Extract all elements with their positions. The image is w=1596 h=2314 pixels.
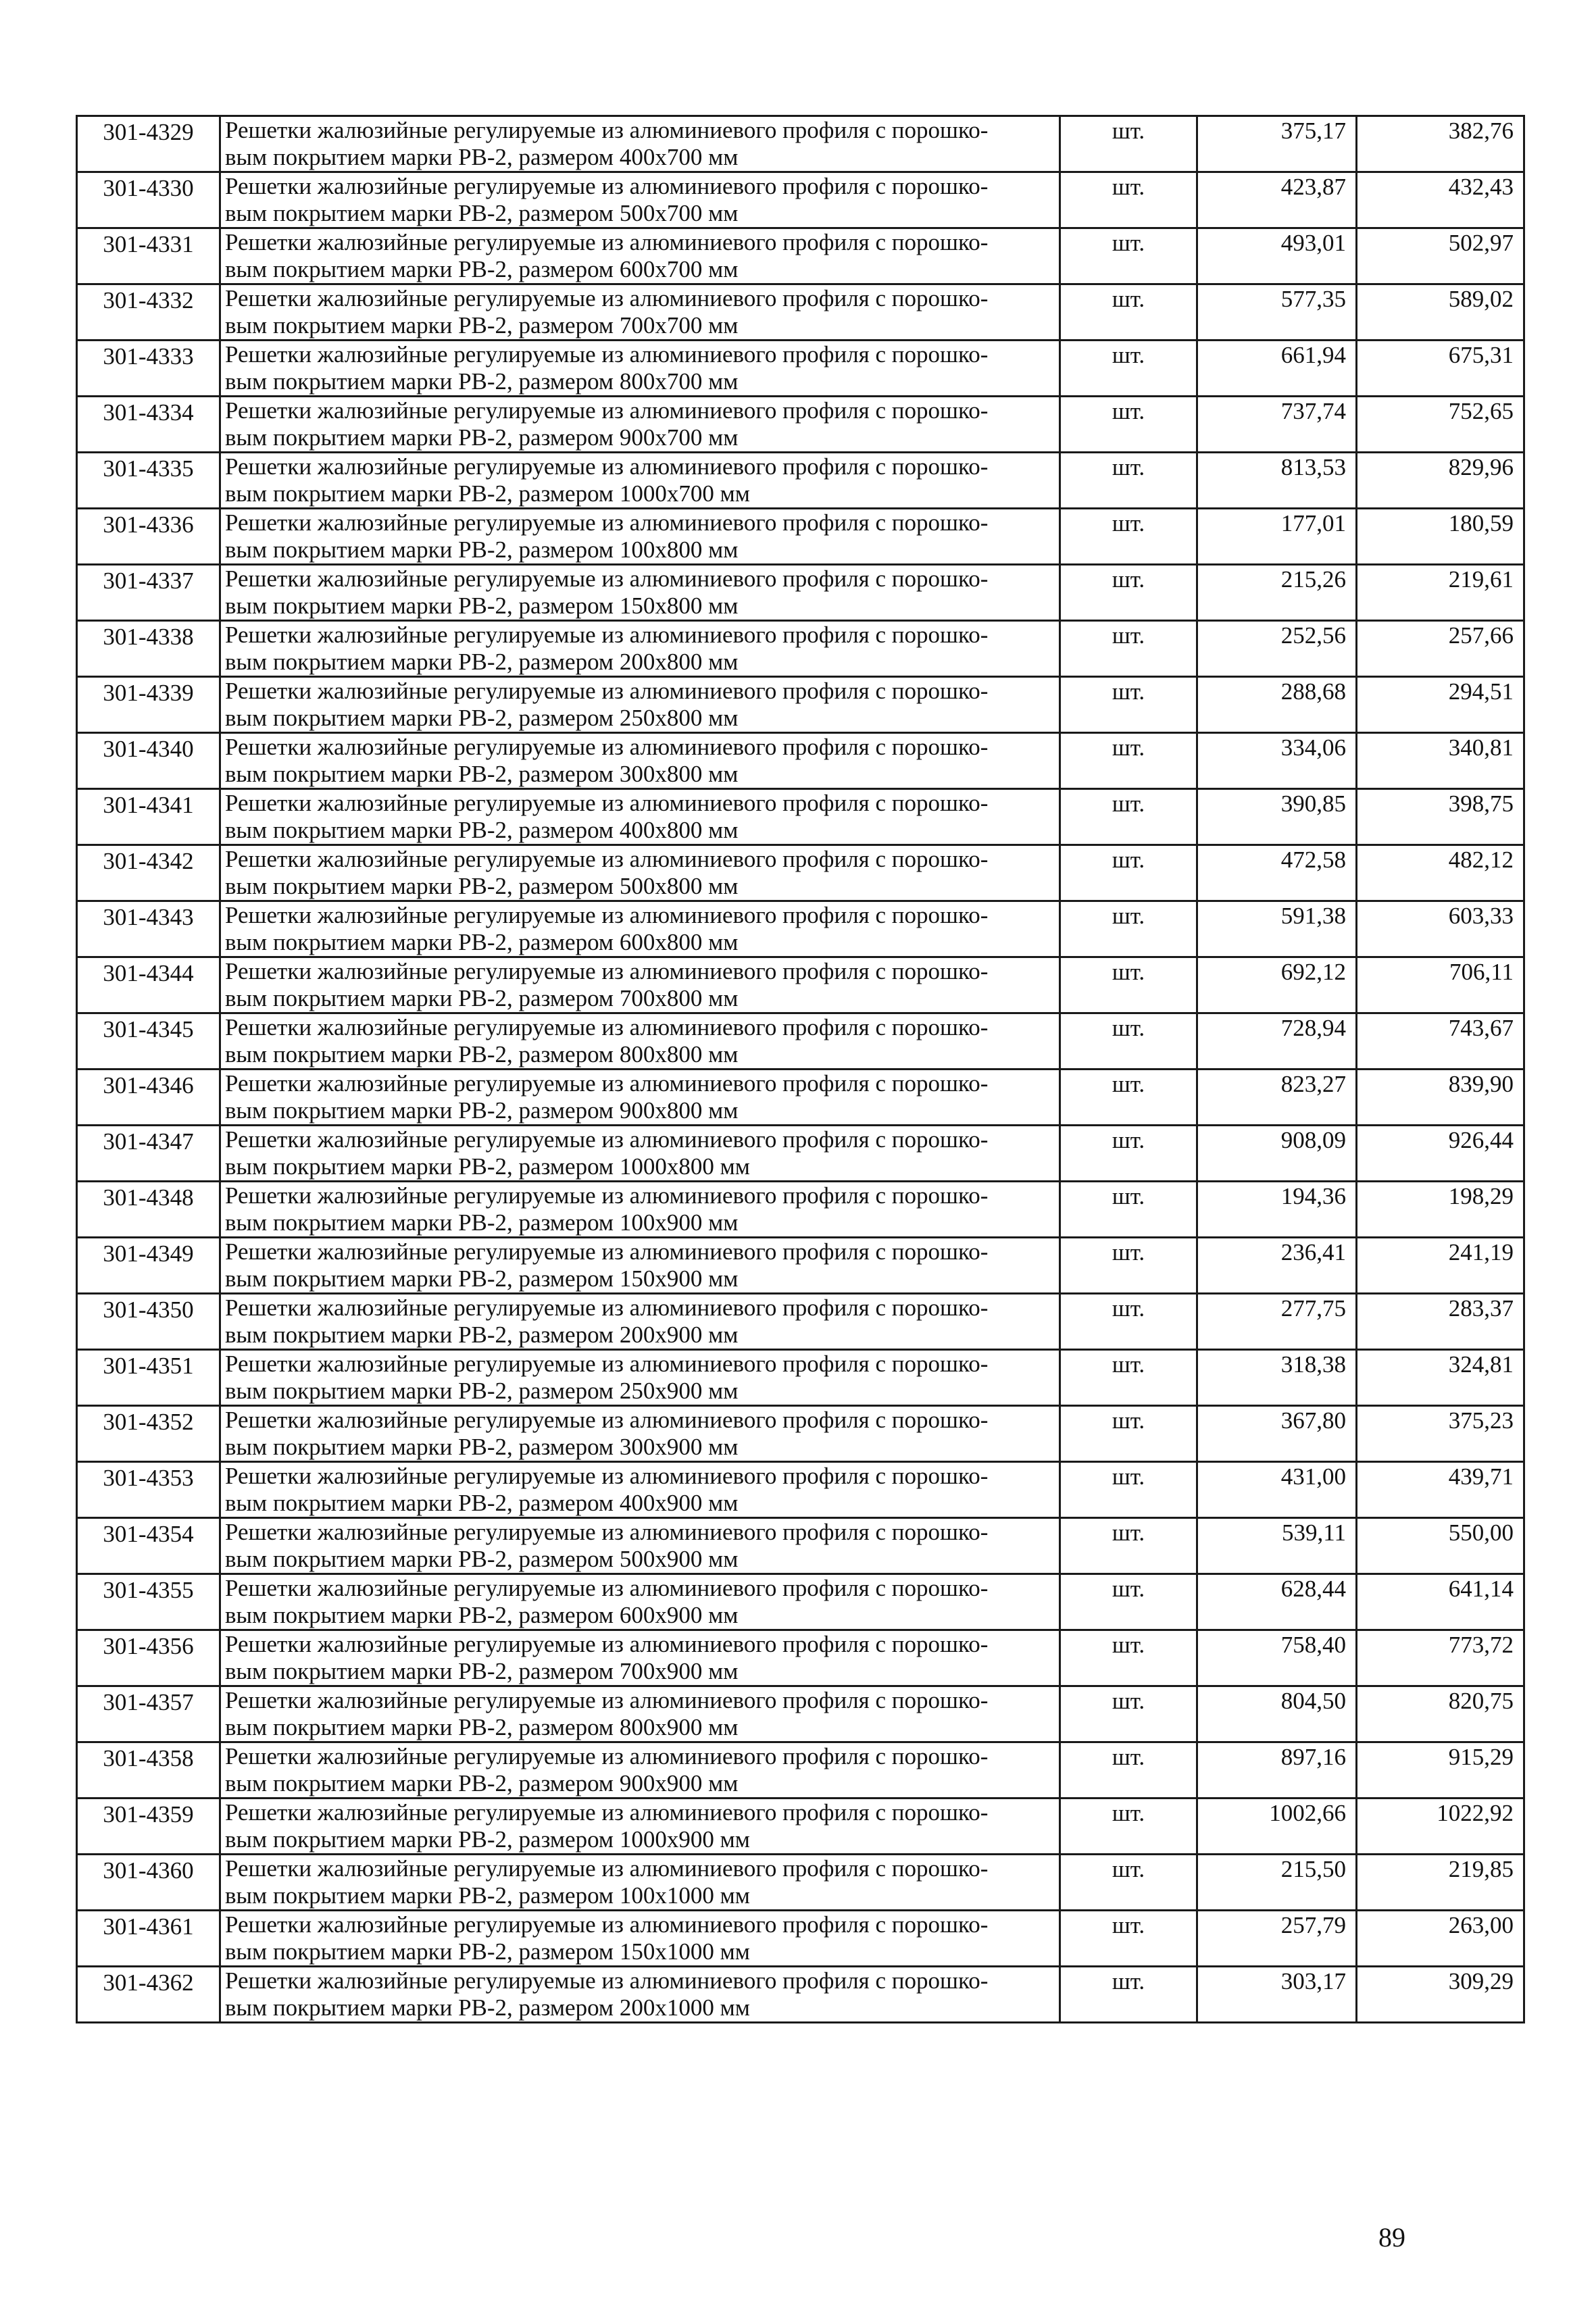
item-unit: шт. — [1060, 1855, 1197, 1911]
description-line-1: Решетки жалюзийные регулируемые из алюминиевого профиля с порошко- — [225, 678, 989, 704]
item-price-1: 472,58 — [1197, 845, 1357, 901]
item-price-2: 589,02 — [1357, 284, 1524, 341]
table-row — [77, 677, 1524, 733]
item-description — [220, 1294, 1060, 1350]
item-code: 301-4333 — [77, 341, 220, 397]
table-row — [77, 1238, 1524, 1294]
item-code: 301-4331 — [77, 228, 220, 284]
item-price-2: 820,75 — [1357, 1686, 1524, 1742]
item-price-1: 177,01 — [1197, 509, 1357, 565]
item-description — [220, 1911, 1060, 1967]
table-row — [77, 172, 1524, 228]
item-description — [220, 621, 1060, 677]
item-unit: шт. — [1060, 677, 1197, 733]
item-code: 301-4330 — [77, 172, 220, 228]
item-description — [220, 1013, 1060, 1070]
description-line-1: Решетки жалюзийные регулируемые из алюминиевого профиля с порошко- — [225, 622, 989, 648]
item-price-2: 502,97 — [1357, 228, 1524, 284]
item-unit: шт. — [1060, 1350, 1197, 1406]
item-price-1: 252,56 — [1197, 621, 1357, 677]
item-code: 301-4355 — [77, 1574, 220, 1630]
item-description — [220, 957, 1060, 1013]
item-description — [220, 565, 1060, 621]
item-unit: шт. — [1060, 341, 1197, 397]
item-price-2: 198,29 — [1357, 1182, 1524, 1238]
table-row — [77, 1406, 1524, 1462]
description-line-1: Решетки жалюзийные регулируемые из алюминиевого профиля с порошко- — [225, 565, 989, 592]
item-code: 301-4350 — [77, 1294, 220, 1350]
description-line-2: вым покрытием марки РВ-2, размером 500х700 мм — [225, 200, 739, 226]
item-code: 301-4357 — [77, 1686, 220, 1742]
description-line-1: Решетки жалюзийные регулируемые из алюминиевого профиля с порошко- — [225, 1014, 989, 1040]
item-price-2: 324,81 — [1357, 1350, 1524, 1406]
description-line-2: вым покрытием марки РВ-2, размером 100х900 мм — [225, 1209, 739, 1236]
description-line-1: Решетки жалюзийные регулируемые из алюминиевого профиля с порошко- — [225, 285, 989, 311]
item-code: 301-4347 — [77, 1126, 220, 1182]
item-description — [220, 1799, 1060, 1855]
item-description — [220, 1967, 1060, 2023]
item-code: 301-4336 — [77, 509, 220, 565]
table-row — [77, 228, 1524, 284]
item-description — [220, 1182, 1060, 1238]
item-description — [220, 228, 1060, 284]
description-line-1: Решетки жалюзийные регулируемые из алюминиевого профиля с порошко- — [225, 1294, 989, 1321]
item-price-2: 382,76 — [1357, 116, 1524, 172]
description-line-1: Решетки жалюзийные регулируемые из алюминиевого профиля с порошко- — [225, 1126, 989, 1153]
item-price-2: 839,90 — [1357, 1070, 1524, 1126]
item-unit: шт. — [1060, 1238, 1197, 1294]
description-line-1: Решетки жалюзийные регулируемые из алюминиевого профиля с порошко- — [225, 1519, 989, 1545]
item-price-1: 334,06 — [1197, 733, 1357, 789]
item-unit: шт. — [1060, 901, 1197, 957]
description-line-2: вым покрытием марки РВ-2, размером 800х900 мм — [225, 1714, 739, 1740]
description-line-2: вым покрытием марки РВ-2, размером 1000х800 мм — [225, 1153, 750, 1180]
item-code: 301-4360 — [77, 1855, 220, 1911]
description-line-2: вым покрытием марки РВ-2, размером 900х900 мм — [225, 1770, 739, 1796]
item-description — [220, 1518, 1060, 1574]
item-unit: шт. — [1060, 621, 1197, 677]
item-unit: шт. — [1060, 228, 1197, 284]
table-row — [77, 1686, 1524, 1742]
item-unit: шт. — [1060, 453, 1197, 509]
description-line-1: Решетки жалюзийные регулируемые из алюминиевого профиля с порошко- — [225, 1687, 989, 1713]
item-unit: шт. — [1060, 1294, 1197, 1350]
description-line-1: Решетки жалюзийные регулируемые из алюминиевого профиля с порошко- — [225, 1799, 989, 1826]
item-price-1: 390,85 — [1197, 789, 1357, 845]
item-price-2: 340,81 — [1357, 733, 1524, 789]
item-description — [220, 1238, 1060, 1294]
item-description — [220, 1686, 1060, 1742]
item-price-2: 482,12 — [1357, 845, 1524, 901]
item-unit: шт. — [1060, 509, 1197, 565]
table-row — [77, 1182, 1524, 1238]
item-price-2: 915,29 — [1357, 1742, 1524, 1799]
price-table — [76, 115, 1525, 2023]
description-line-1: Решетки жалюзийные регулируемые из алюминиевого профиля с порошко- — [225, 1743, 989, 1769]
description-line-2: вым покрытием марки РВ-2, размером 1000х700 мм — [225, 480, 750, 507]
description-line-1: Решетки жалюзийные регулируемые из алюминиевого профиля с порошко- — [225, 341, 989, 368]
item-unit: шт. — [1060, 1406, 1197, 1462]
description-line-2: вым покрытием марки РВ-2, размером 600х800 мм — [225, 929, 739, 955]
description-line-1: Решетки жалюзийные регулируемые из алюминиевого профиля с порошко- — [225, 1855, 989, 1882]
item-price-1: 303,17 — [1197, 1967, 1357, 2023]
item-description — [220, 509, 1060, 565]
item-description — [220, 1855, 1060, 1911]
page-number: 89 — [1378, 2222, 1405, 2253]
item-unit: шт. — [1060, 1574, 1197, 1630]
item-description — [220, 397, 1060, 453]
description-line-2: вым покрытием марки РВ-2, размером 900х700 мм — [225, 424, 739, 451]
item-description — [220, 1350, 1060, 1406]
item-price-2: 263,00 — [1357, 1911, 1524, 1967]
item-code: 301-4343 — [77, 901, 220, 957]
description-line-1: Решетки жалюзийные регулируемые из алюминиевого профиля с порошко- — [225, 1070, 989, 1097]
description-line-1: Решетки жалюзийные регулируемые из алюминиевого профиля с порошко- — [225, 453, 989, 480]
item-price-2: 257,66 — [1357, 621, 1524, 677]
item-price-2: 180,59 — [1357, 509, 1524, 565]
item-description — [220, 1406, 1060, 1462]
table-row — [77, 1967, 1524, 2023]
description-line-1: Решетки жалюзийные регулируемые из алюминиевого профиля с порошко- — [225, 1238, 989, 1265]
table-row — [77, 397, 1524, 453]
description-line-2: вым покрытием марки РВ-2, размером 150х900 мм — [225, 1265, 739, 1292]
item-description — [220, 1742, 1060, 1799]
table-row — [77, 1911, 1524, 1967]
description-line-1: Решетки жалюзийные регулируемые из алюминиевого профиля с порошко- — [225, 846, 989, 872]
item-code: 301-4337 — [77, 565, 220, 621]
description-line-2: вым покрытием марки РВ-2, размером 700х900 мм — [225, 1658, 739, 1684]
item-code: 301-4344 — [77, 957, 220, 1013]
item-code: 301-4358 — [77, 1742, 220, 1799]
item-price-2: 706,11 — [1357, 957, 1524, 1013]
item-description — [220, 901, 1060, 957]
item-price-1: 591,38 — [1197, 901, 1357, 957]
table-row — [77, 901, 1524, 957]
description-line-1: Решетки жалюзийные регулируемые из алюминиевого профиля с порошко- — [225, 1463, 989, 1489]
item-unit: шт. — [1060, 1126, 1197, 1182]
item-description — [220, 677, 1060, 733]
item-description — [220, 172, 1060, 228]
item-price-1: 758,40 — [1197, 1630, 1357, 1686]
item-price-2: 219,85 — [1357, 1855, 1524, 1911]
description-line-1: Решетки жалюзийные регулируемые из алюминиевого профиля с порошко- — [225, 902, 989, 928]
item-price-1: 215,26 — [1197, 565, 1357, 621]
description-line-2: вым покрытием марки РВ-2, размером 1000х900 мм — [225, 1826, 750, 1853]
item-code: 301-4340 — [77, 733, 220, 789]
description-line-1: Решетки жалюзийные регулируемые из алюминиевого профиля с порошко- — [225, 1407, 989, 1433]
table-row — [77, 1855, 1524, 1911]
description-line-1: Решетки жалюзийные регулируемые из алюминиевого профиля с порошко- — [225, 397, 989, 424]
item-unit: шт. — [1060, 1742, 1197, 1799]
description-line-1: Решетки жалюзийные регулируемые из алюминиевого профиля с порошко- — [225, 958, 989, 984]
item-code: 301-4341 — [77, 789, 220, 845]
item-description — [220, 453, 1060, 509]
description-line-1: Решетки жалюзийные регулируемые из алюминиевого профиля с порошко- — [225, 117, 989, 143]
table-row — [77, 1462, 1524, 1518]
item-code: 301-4356 — [77, 1630, 220, 1686]
item-code: 301-4332 — [77, 284, 220, 341]
item-unit: шт. — [1060, 1182, 1197, 1238]
table-row — [77, 1799, 1524, 1855]
description-line-2: вым покрытием марки РВ-2, размером 700х700 мм — [225, 312, 739, 338]
table-row — [77, 621, 1524, 677]
description-line-2: вым покрытием марки РВ-2, размером 100х800 мм — [225, 536, 739, 563]
item-price-1: 493,01 — [1197, 228, 1357, 284]
item-price-1: 539,11 — [1197, 1518, 1357, 1574]
item-unit: шт. — [1060, 1070, 1197, 1126]
description-line-2: вым покрытием марки РВ-2, размером 800х800 мм — [225, 1041, 739, 1067]
table-row — [77, 957, 1524, 1013]
item-price-1: 288,68 — [1197, 677, 1357, 733]
item-unit: шт. — [1060, 733, 1197, 789]
item-price-2: 829,96 — [1357, 453, 1524, 509]
item-price-2: 375,23 — [1357, 1406, 1524, 1462]
table-row — [77, 1294, 1524, 1350]
item-price-1: 375,17 — [1197, 116, 1357, 172]
description-line-2: вым покрытием марки РВ-2, размером 200х900 мм — [225, 1322, 739, 1348]
table-row — [77, 1574, 1524, 1630]
item-description — [220, 284, 1060, 341]
table-row — [77, 1126, 1524, 1182]
item-price-1: 661,94 — [1197, 341, 1357, 397]
item-price-2: 773,72 — [1357, 1630, 1524, 1686]
table-row — [77, 1630, 1524, 1686]
item-unit: шт. — [1060, 1686, 1197, 1742]
description-line-2: вым покрытием марки РВ-2, размером 400х900 мм — [225, 1490, 739, 1516]
item-price-1: 277,75 — [1197, 1294, 1357, 1350]
item-price-1: 257,79 — [1197, 1911, 1357, 1967]
table-row — [77, 1013, 1524, 1070]
item-code: 301-4334 — [77, 397, 220, 453]
item-price-1: 692,12 — [1197, 957, 1357, 1013]
item-price-1: 823,27 — [1197, 1070, 1357, 1126]
item-unit: шт. — [1060, 957, 1197, 1013]
table-row — [77, 1742, 1524, 1799]
item-price-1: 318,38 — [1197, 1350, 1357, 1406]
item-unit: шт. — [1060, 172, 1197, 228]
item-price-1: 897,16 — [1197, 1742, 1357, 1799]
item-description — [220, 789, 1060, 845]
description-line-1: Решетки жалюзийные регулируемые из алюминиевого профиля с порошко- — [225, 1631, 989, 1657]
item-unit: шт. — [1060, 1967, 1197, 2023]
item-price-1: 431,00 — [1197, 1462, 1357, 1518]
description-line-1: Решетки жалюзийные регулируемые из алюминиевого профиля с порошко- — [225, 1182, 989, 1209]
description-line-2: вым покрытием марки РВ-2, размером 400х700 мм — [225, 144, 739, 170]
table-row — [77, 1070, 1524, 1126]
item-code: 301-4359 — [77, 1799, 220, 1855]
description-line-2: вым покрытием марки РВ-2, размером 800х700 мм — [225, 368, 739, 395]
item-price-2: 550,00 — [1357, 1518, 1524, 1574]
description-line-2: вым покрытием марки РВ-2, размером 700х800 мм — [225, 985, 739, 1011]
item-price-1: 804,50 — [1197, 1686, 1357, 1742]
item-unit: шт. — [1060, 565, 1197, 621]
description-line-2: вым покрытием марки РВ-2, размером 200х1000 мм — [225, 1994, 750, 2021]
table-body — [77, 116, 1524, 2023]
item-price-1: 728,94 — [1197, 1013, 1357, 1070]
item-price-1: 423,87 — [1197, 172, 1357, 228]
item-code: 301-4346 — [77, 1070, 220, 1126]
item-code: 301-4329 — [77, 116, 220, 172]
item-description — [220, 1462, 1060, 1518]
item-code: 301-4348 — [77, 1182, 220, 1238]
item-price-2: 603,33 — [1357, 901, 1524, 957]
table-row — [77, 1350, 1524, 1406]
item-price-2: 1022,92 — [1357, 1799, 1524, 1855]
item-description — [220, 1574, 1060, 1630]
item-code: 301-4338 — [77, 621, 220, 677]
item-description — [220, 733, 1060, 789]
description-line-2: вым покрытием марки РВ-2, размером 250х800 мм — [225, 705, 739, 731]
table-row — [77, 789, 1524, 845]
description-line-2: вым покрытием марки РВ-2, размером 600х900 мм — [225, 1602, 739, 1628]
item-price-1: 628,44 — [1197, 1574, 1357, 1630]
description-line-2: вым покрытием марки РВ-2, размером 200х800 мм — [225, 649, 739, 675]
item-description — [220, 845, 1060, 901]
item-code: 301-4339 — [77, 677, 220, 733]
item-code: 301-4342 — [77, 845, 220, 901]
description-line-2: вым покрытием марки РВ-2, размером 500х800 мм — [225, 873, 739, 899]
table-row — [77, 284, 1524, 341]
description-line-2: вым покрытием марки РВ-2, размером 400х800 мм — [225, 817, 739, 843]
item-description — [220, 1630, 1060, 1686]
description-line-1: Решетки жалюзийные регулируемые из алюминиевого профиля с порошко- — [225, 1575, 989, 1601]
item-price-2: 439,71 — [1357, 1462, 1524, 1518]
item-unit: шт. — [1060, 1013, 1197, 1070]
item-price-2: 926,44 — [1357, 1126, 1524, 1182]
item-price-1: 194,36 — [1197, 1182, 1357, 1238]
item-code: 301-4349 — [77, 1238, 220, 1294]
description-line-1: Решетки жалюзийные регулируемые из алюминиевого профиля с порошко- — [225, 509, 989, 536]
item-unit: шт. — [1060, 1630, 1197, 1686]
table-row — [77, 1518, 1524, 1574]
item-price-1: 908,09 — [1197, 1126, 1357, 1182]
item-description — [220, 1070, 1060, 1126]
table-row — [77, 116, 1524, 172]
description-line-2: вым покрытием марки РВ-2, размером 900х800 мм — [225, 1097, 739, 1124]
item-price-1: 737,74 — [1197, 397, 1357, 453]
item-price-2: 398,75 — [1357, 789, 1524, 845]
item-price-1: 1002,66 — [1197, 1799, 1357, 1855]
table-row — [77, 565, 1524, 621]
item-code: 301-4352 — [77, 1406, 220, 1462]
description-line-2: вым покрытием марки РВ-2, размером 600х700 мм — [225, 256, 739, 282]
item-price-1: 215,50 — [1197, 1855, 1357, 1911]
item-description — [220, 116, 1060, 172]
table-row — [77, 845, 1524, 901]
item-code: 301-4351 — [77, 1350, 220, 1406]
table-row — [77, 509, 1524, 565]
item-code: 301-4354 — [77, 1518, 220, 1574]
description-line-1: Решетки жалюзийные регулируемые из алюминиевого профиля с порошко- — [225, 1911, 989, 1938]
description-line-2: вым покрытием марки РВ-2, размером 500х900 мм — [225, 1546, 739, 1572]
item-code: 301-4362 — [77, 1967, 220, 2023]
item-unit: шт. — [1060, 1462, 1197, 1518]
description-line-2: вым покрытием марки РВ-2, размером 250х900 мм — [225, 1378, 739, 1404]
item-unit: шт. — [1060, 1799, 1197, 1855]
item-price-1: 236,41 — [1197, 1238, 1357, 1294]
item-price-2: 309,29 — [1357, 1967, 1524, 2023]
table-row — [77, 453, 1524, 509]
item-code: 301-4335 — [77, 453, 220, 509]
item-unit: шт. — [1060, 789, 1197, 845]
item-price-2: 752,65 — [1357, 397, 1524, 453]
description-line-2: вым покрытием марки РВ-2, размером 300х800 мм — [225, 761, 739, 787]
item-unit: шт. — [1060, 845, 1197, 901]
table-row — [77, 341, 1524, 397]
item-price-2: 241,19 — [1357, 1238, 1524, 1294]
description-line-2: вым покрытием марки РВ-2, размером 150х800 мм — [225, 593, 739, 619]
item-code: 301-4345 — [77, 1013, 220, 1070]
description-line-1: Решетки жалюзийные регулируемые из алюминиевого профиля с порошко- — [225, 790, 989, 816]
item-price-2: 432,43 — [1357, 172, 1524, 228]
description-line-1: Решетки жалюзийные регулируемые из алюминиевого профиля с порошко- — [225, 1351, 989, 1377]
item-price-2: 219,61 — [1357, 565, 1524, 621]
description-line-1: Решетки жалюзийные регулируемые из алюминиевого профиля с порошко- — [225, 734, 989, 760]
description-line-1: Решетки жалюзийные регулируемые из алюминиевого профиля с порошко- — [225, 1967, 989, 1994]
item-unit: шт. — [1060, 1518, 1197, 1574]
description-line-2: вым покрытием марки РВ-2, размером 300х900 мм — [225, 1434, 739, 1460]
description-line-1: Решетки жалюзийные регулируемые из алюминиевого профиля с порошко- — [225, 173, 989, 199]
item-unit: шт. — [1060, 284, 1197, 341]
item-description — [220, 1126, 1060, 1182]
item-code: 301-4361 — [77, 1911, 220, 1967]
item-price-2: 283,37 — [1357, 1294, 1524, 1350]
item-price-2: 675,31 — [1357, 341, 1524, 397]
item-price-2: 641,14 — [1357, 1574, 1524, 1630]
description-line-2: вым покрытием марки РВ-2, размером 150х1000 мм — [225, 1938, 750, 1965]
item-price-2: 743,67 — [1357, 1013, 1524, 1070]
item-price-2: 294,51 — [1357, 677, 1524, 733]
table-row — [77, 733, 1524, 789]
description-line-2: вым покрытием марки РВ-2, размером 100х1000 мм — [225, 1882, 750, 1909]
item-description — [220, 341, 1060, 397]
description-line-1: Решетки жалюзийные регулируемые из алюминиевого профиля с порошко- — [225, 229, 989, 255]
item-price-1: 367,80 — [1197, 1406, 1357, 1462]
item-code: 301-4353 — [77, 1462, 220, 1518]
item-unit: шт. — [1060, 116, 1197, 172]
item-price-1: 577,35 — [1197, 284, 1357, 341]
item-unit: шт. — [1060, 1911, 1197, 1967]
item-unit: шт. — [1060, 397, 1197, 453]
item-price-1: 813,53 — [1197, 453, 1357, 509]
